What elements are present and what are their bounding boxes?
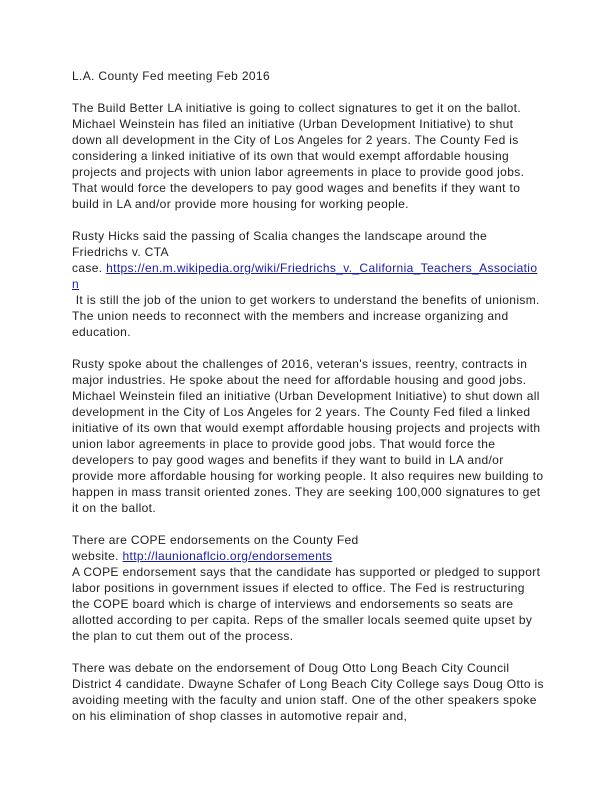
website-label: website. (72, 549, 119, 563)
cope-lead-text: There are COPE endorsements on the County Fed (72, 533, 359, 547)
cope-tail-text: A COPE endorsement says that the candidate has supported or pledged to support labor positions in government issues if elected to office. The Fed is restructuring the COPE board which is charge of interviews and endorsements so seats are allotted according to per capita. Reps of the smaller locals seemed quite upset by the plan to cut them out of the process. (72, 565, 541, 643)
case-label: case. (72, 261, 103, 275)
endorsements-link[interactable]: http://launionaflcio.org/endorsements (122, 549, 333, 563)
paragraph-lead-text: Rusty Hicks said the passing of Scalia changes the landscape around the Friedrichs v. CTA (72, 229, 488, 259)
meeting-title: L.A. County Fed meeting Feb 2016 (72, 69, 270, 83)
paragraph-doug-otto: There was debate on the endorsement of Doug Otto Long Beach City Council District 4 candidate. Dwayne Schafer of Long Beach City College says Doug Otto is avoiding meeting with the faculty and union staff. One of the other speakers spoke on his elimination of shop classes in automotive repair and, (72, 661, 544, 723)
paragraph-rusty-challenges: Rusty spoke about the challenges of 2016, veteran's issues, reentry, contracts in major industries. He spoke about the need for affordable housing and good jobs. Michael Weinstein filed an initiative (Urban Development Initiative) to shut down all development in the City of Los Angeles for 2 years. The County Fed filed a linked initiative of its own that would exempt affordable housing projects and projects with union labor agreements in place to provide good jobs. That would force the developers to pay good wages and benefits if they want to build in LA and/or provide more affordable housing for working people. It also requires new building to happen in mass transit oriented zones. They are seeking 100,000 signatures to get it on the ballot. (72, 357, 544, 515)
friedrichs-wikipedia-link[interactable]: https://en.m.wikipedia.org/wiki/Friedrichs_v._California_Teachers_Association (72, 261, 538, 291)
paragraph-build-better-la: The Build Better LA initiative is going to collect signatures to get it on the ballot. Michael Weinstein has filed an initiative (Urban Development Initiative) to shut down all development in the City of Los Angeles for 2 years. The County Fed is considering a linked initiative of its own that would exempt affordable housing projects and projects with union labor agreements in place to provide good jobs. That would force the developers to pay good wages and benefits if they want to build in LA and/or provide more housing for working people. (72, 101, 525, 211)
paragraph-tail-text (72, 292, 544, 340)
paragraph-cope-endorsements (72, 532, 544, 644)
union-job-text: It is still the job of the union to get workers to understand the benefits of unionism. The union needs to reconnect with the members and increase organizing and education. (72, 293, 540, 339)
document-page (72, 68, 544, 740)
paragraph-friedrichs-case (72, 228, 544, 340)
